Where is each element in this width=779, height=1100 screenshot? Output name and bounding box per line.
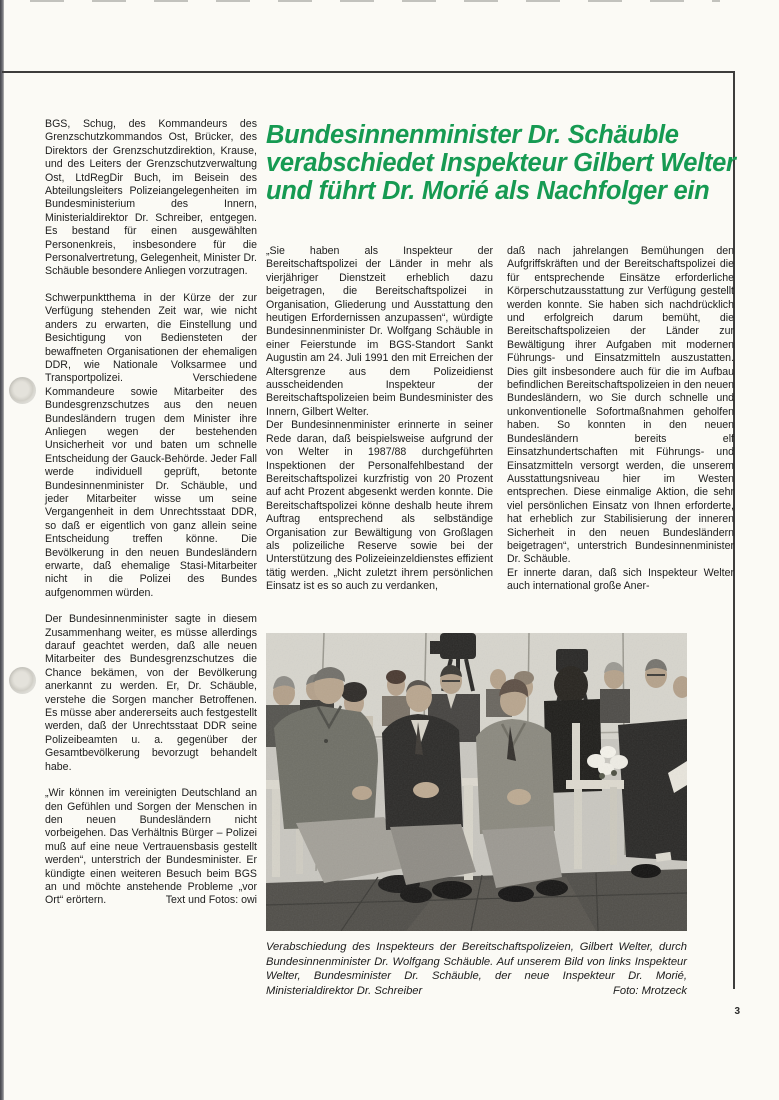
scan-top-artifact: [30, 0, 720, 2]
paragraph: „Sie haben als Inspekteur der Bereitschaftspolizei der Länder in mehr als vierjähriger Dienstzeit erheblich dazu beigetragen, die Bereitschaftspolizei in Organisation, Gliederung und Ausstattung den heutigen Erfordernissen anzupassen“, würdigte Bundesinnenminister Dr. Wolfgang Schäuble in einer Feierstunde im BGS-Standort Sankt Augustin am 24. Juli 1991 den mit Erreichen der Altersgrenze aus dem Polizeidienst ausscheidenden Inspekteur der Bereitschaftspolizeien beim Bundesminister des Innern, Gilbert Welter.: [266, 245, 493, 418]
page-number: 3: [734, 1006, 740, 1017]
paragraph: Der Bundesinnenminister sagte in diesem Zusammenhang weiter, es müsse allerdings darauf geachtet werden, daß alle neuen Mitarbeiter des Bundesgrenzschutzes die Chance bekämen, von der Bevölkerung anerkannt zu werden. Er, Dr. Schäuble, verstehe die Sorgen mancher Betroffenen. Es müsse aber andererseits auch festgestellt werden, daß der Unrechtsstaat DDR seine Polizeibeamten u. a. gegenüber der Gesamtbevölkerung bevorzugt behandelt habe.: [45, 613, 257, 773]
photo-grain: [266, 633, 687, 931]
paragraph: Schwerpunktthema in der Kürze der zur Verfügung stehenden Zeit war, wie nicht anders zu erwarten, die Einstellung und Besichtigung von Bediensteten der bewaffneten Organisationen der ehemaligen DDR, wie Nationale Volksarmee und Transportpolizei. Verschiedene Kommandeure sowie Mitarbeiter des Bundesgrenzschutzes aus den neuen Bundesländern trugen dem Minister ihre Anliegen wegen der bestehenden Unsicherheit vor und baten um schnelle Entscheidung der Gauck-Behörde. Jeder Fall werde individuell geprüft, betonte Bundesinnenminister Dr. Schäuble, und jeder Mitarbeiter wisse um seine Vergangenheit in dem Unrechtsstaat DDR, so daß er eigentlich von ganz allein seine Entscheidung treffen könne. Die Bevölkerung in den neuen Bundesländern erwarte, daß ehemalige Stasi-Mitarbeiter nicht in die Polizei des Bundes aufgenommen würden.: [45, 291, 257, 599]
ceremony-photo-illustration: [266, 633, 687, 931]
paragraph: Er innerte daran, daß sich Inspekteur Welter auch international große Aner-: [507, 566, 734, 593]
page-frame-top-rule: [2, 71, 735, 73]
hole-punch-mark: [9, 377, 36, 404]
headline: Bundesinnenminister Dr. Schäuble verabschiedet Inspekteur Gilbert Welter und führt Dr. Morié als Nachfolger ein: [266, 121, 736, 205]
photo-caption-block: [266, 940, 687, 998]
photo-credit: Foto: Mrotzeck: [613, 984, 687, 997]
hole-punch-mark: [9, 667, 36, 694]
article-column-2: [507, 245, 734, 594]
paragraph: Der Bundesinnenminister erinnerte in seiner Rede daran, daß beispielsweise aufgrund der von Welter in 1987/88 durchgeführten Inspektionen der Personalfehlbestand der Bereitschaftspolizei kurzfristig von 20 Prozent auf acht Prozent abgesenkt werden konnte. Die Bereitschaftspolizei könne deshalb heute ihrem Auftrag entsprechend als selbständige Organisation zur Bewältigung von Großlagen als polizeiliche Reserve sowie bei der Unterstützung des Polizeieinzeldienstes effizient tätig werden. „Nicht zuletzt ihrem persönlichen Einsatz ist es so auch zu verdanken,: [266, 419, 493, 593]
article-columns: [266, 245, 734, 594]
scan-edge: [0, 0, 4, 1100]
ceremony-photo: [266, 633, 687, 931]
paragraph: daß nach jahrelangen Bemühungen den Aufgriffskräften und der Bereitschaftspolizei die für entsprechende Einsätze erforderliche Körperschutzausstattung zur Verfügung gestellt werden konnte. Sie haben sich nachdrücklich und erfolgreich darum bemüht, die Bereitschaftspolizeien der Länder zur Bewältigung ihrer Aufgaben mit modernen Führungs- und Einsatzmitteln auszustatten. Dies gilt insbesondere auch für die im Aufbau befindlichen Bereitschaftspolizeien in den neuen Bundesländern, wo Sie durch schnelle und unkonventionelle Sofortmaßnahmen geholfen haben. So konnten in den neuen Bundesländern bereits elf Einsatzhundertschaften mit Führungs- und Einsatzmitteln versorgt werden, die unserem Ausstattungsniveau hier im Westen entsprechen. Diese einmalige Aktion, die sehr viel persönlichen Einsatz von Ihnen erforderte, hat erheblich zur Stabilisierung der inneren Sicherheit in den neuen Bundesländern beigetragen“, unterstrich Bundesinnenminister Dr. Schäuble.: [507, 245, 734, 566]
photo-caption: Verabschiedung des Inspekteurs der Bereitschaftspolizeien, Gilbert Welter, durch Bundesinnenminister Dr. Wolfgang Schäuble. Auf unserem Bild von links Inspekteur Welter, Bundesminister Dr. Schäuble, der neue Inspekteur Dr. Morié, Ministerialdirektor Dr. Schreiber: [266, 941, 687, 997]
paragraph: BGS, Schug, des Kommandeurs des Grenzschutzkommandos Ost, Brücker, des Direktors der Grenzschutzdirektion, Krause, und des Leiters der Grenzschutzverwaltung Ost, LtdRegDir Buch, im Beisein des Abteilungsleiters Polizeiangelegenheiten im Bundesministerium des Innern, Ministerialdirektor Dr. Schreiber, entgegen. Es bestand für einen ausgewählten Personenkreis, insbesondere für die Personalvertretung, Gelegenheit, Minister Dr. Schäuble besondere Anliegen vorzutragen.: [45, 118, 257, 278]
byline: Text und Fotos: owi: [165, 894, 257, 907]
left-column: [45, 118, 257, 908]
article-column-1: [266, 245, 493, 594]
paragraph: „Wir können im vereinigten Deutschland an den Gefühlen und Sorgen der Menschen in den neuen Bundesländern nicht vorbeigehen. Das Verhältnis Bürger – Polizei muß auf eine neue Vertrauensbasis gestellt werden“, unterstrich der Bundesminister. Er kündigte einen weiteren Besuch beim BGS an und möchte anstehende Probleme „vor Ort“ erörtern.: [45, 787, 257, 907]
